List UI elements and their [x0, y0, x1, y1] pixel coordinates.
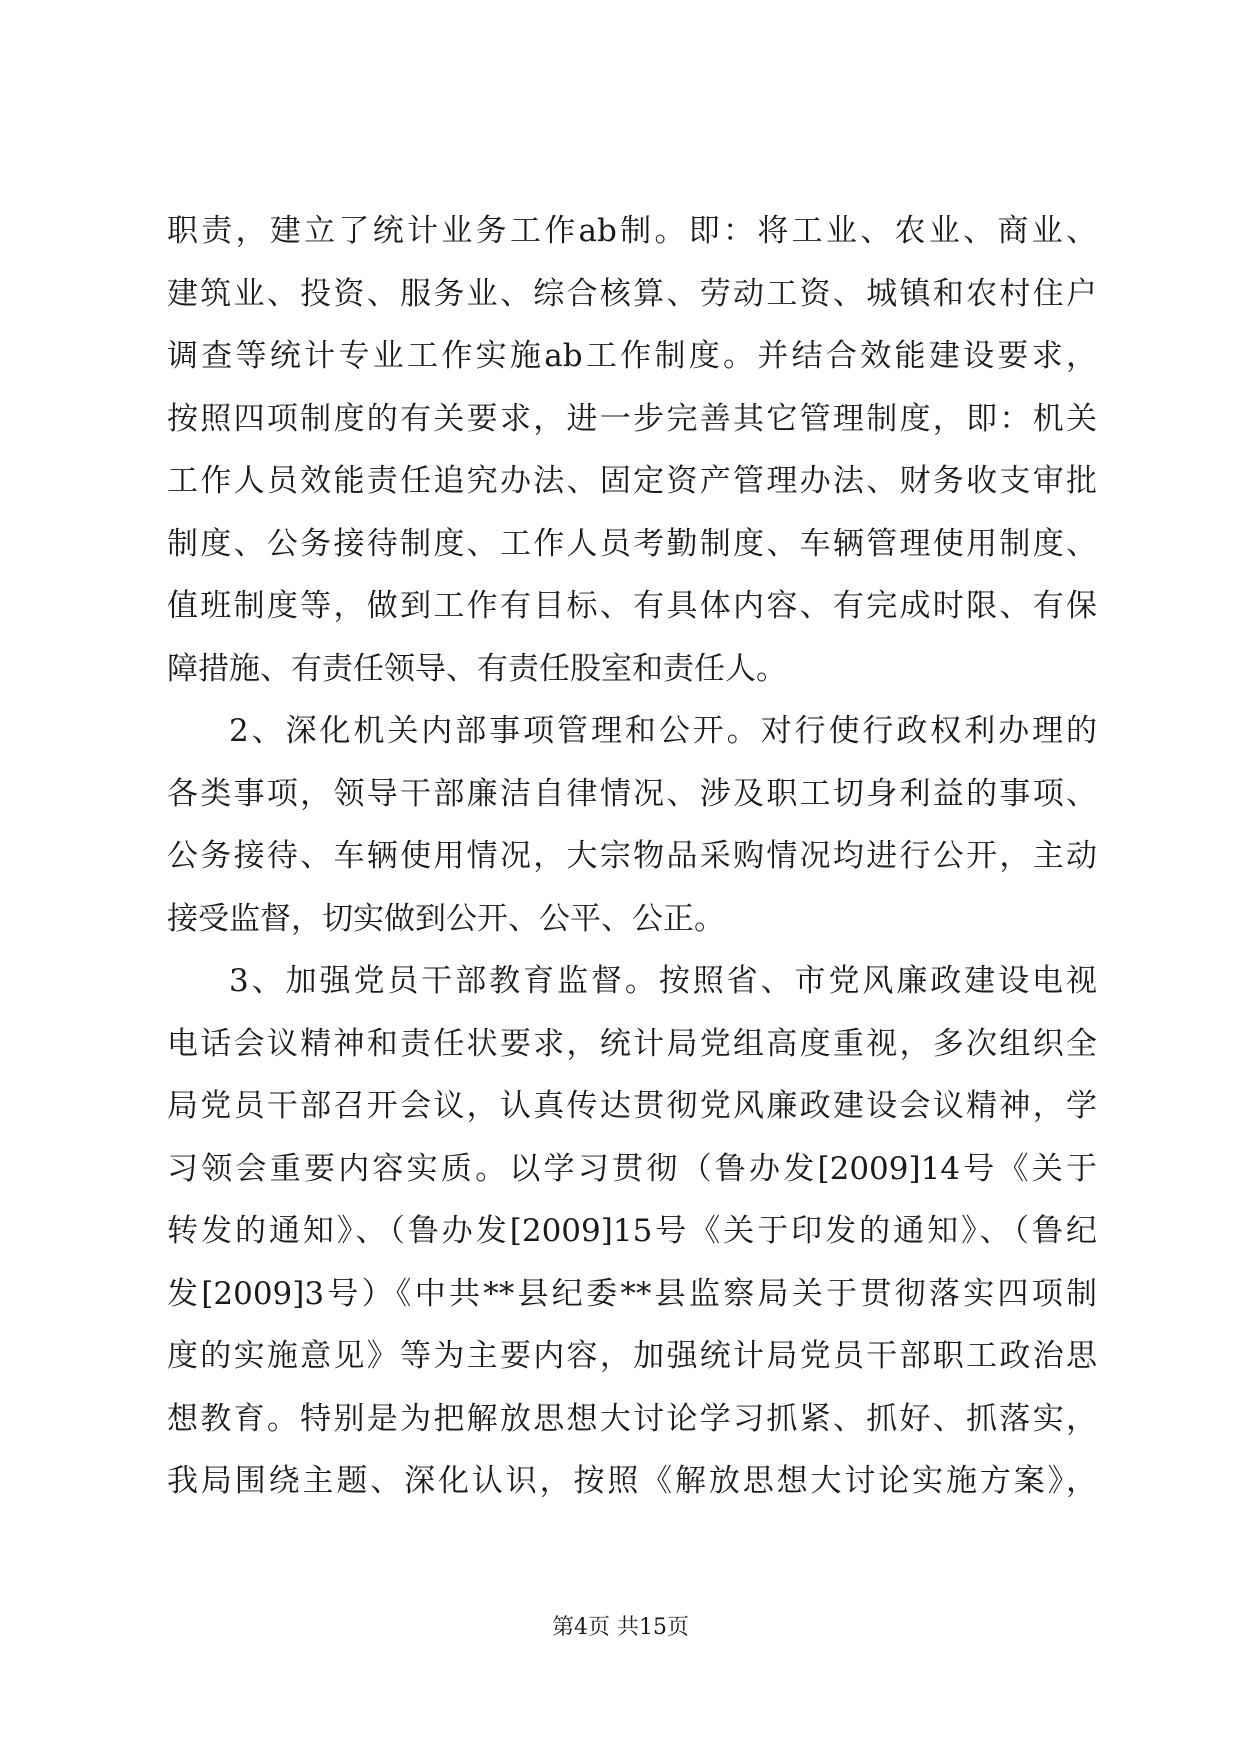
text-line: 2、深化机关内部事项管理和公开。对行使行政权利办理的 [229, 713, 1097, 749]
text-line: 调查等统计专业工作实施ab工作制度。并结合效能建设要求， [167, 338, 1097, 374]
text-line: 建筑业、投资、服务业、综合核算、劳动工资、城镇和农村住户 [167, 275, 1097, 312]
text-line: 工作人员效能责任追究办法、固定资产管理办法、财务收支审批 [167, 463, 1097, 499]
page-footer: 第4页 共15页 [552, 1615, 689, 1640]
text-line: 公务接待、车辆使用情况，大宗物品采购情况均进行公开，主动 [167, 838, 1097, 874]
text-line: 职责，建立了统计业务工作ab制。即：将工业、农业、商业、 [167, 213, 1097, 249]
document-body [167, 200, 1097, 1513]
text-line: 习领会重要内容实质。以学习贯彻（鲁办发[2009]14号《关于 [167, 1150, 1097, 1187]
text-line: 电话会议精神和责任状要求，统计局党组高度重视，多次组织全 [167, 1025, 1097, 1062]
text-line: 3、加强党员干部教育监督。按照省、市党风廉政建设电视 [229, 963, 1097, 999]
text-line: 度的实施意见》等为主要内容，加强统计局党员干部职工政治思 [167, 1338, 1097, 1374]
text-line: 制度、公务接待制度、工作人员考勤制度、车辆管理使用制度、 [167, 525, 1097, 562]
text-line: 发[2009]3号）《中共**县纪委**县监察局关于贯彻落实四项制 [167, 1275, 1097, 1312]
text-line: 按照四项制度的有关要求，进一步完善其它管理制度，即：机关 [167, 400, 1097, 437]
text-line: 我局围绕主题、深化认识，按照《解放思想大讨论实施方案》， [167, 1463, 1097, 1499]
text-line: 值班制度等，做到工作有目标、有具体内容、有完成时限、有保 [167, 588, 1097, 624]
text-line: 接受监督，切实做到公开、公平、公正。 [167, 900, 725, 937]
text-line: 转发的通知》、（鲁办发[2009]15号《关于印发的通知》、（鲁纪 [167, 1213, 1097, 1249]
text-line: 障措施、有责任领导、有责任股室和责任人。 [167, 650, 787, 687]
text-line: 局党员干部召开会议，认真传达贯彻党风廉政建设会议精神，学 [167, 1088, 1097, 1124]
text-line: 想教育。特别是为把解放思想大讨论学习抓紧、抓好、抓落实， [167, 1400, 1097, 1437]
text-line: 各类事项，领导干部廉洁自律情况、涉及职工切身利益的事项、 [167, 775, 1097, 812]
